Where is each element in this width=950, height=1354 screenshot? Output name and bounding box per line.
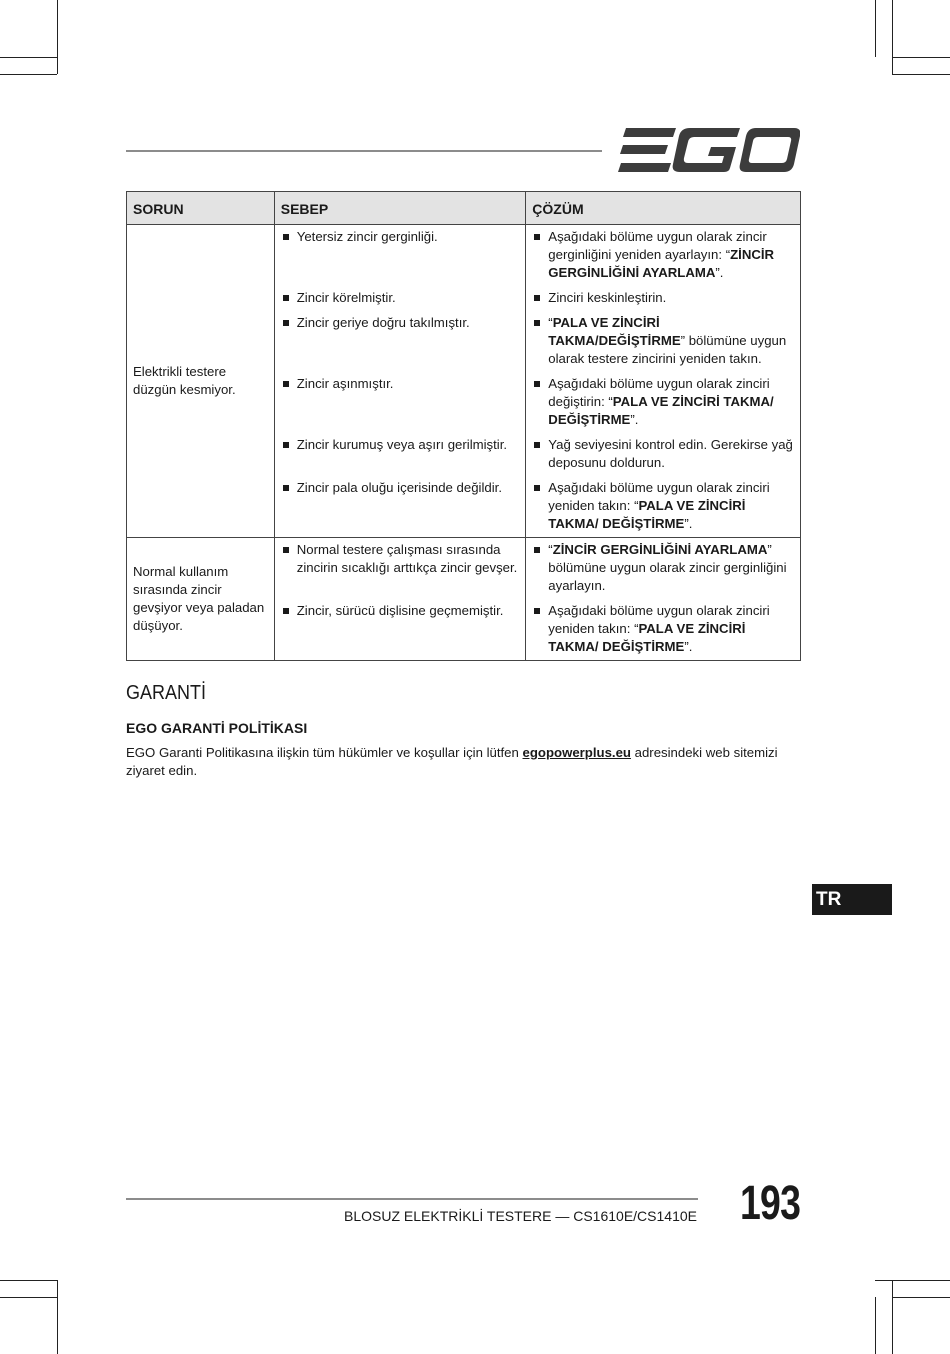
cause-cell-text bbox=[297, 228, 438, 246]
solution-cell-text bbox=[548, 541, 794, 595]
section-title: GARANTİ bbox=[126, 682, 207, 704]
cause-cell-text bbox=[297, 479, 502, 497]
cause-text-run: Zincir geriye doğru takılmıştır. bbox=[296, 315, 470, 330]
bullet-item bbox=[283, 479, 520, 497]
cause-text-run: Normal testere çalışması sırasında zincirin sıcaklığı arttıkça zincir gevşer. bbox=[296, 542, 518, 575]
cause-cell bbox=[274, 286, 526, 311]
solution-reference: PALA VE ZİNCİRİ TAKMA/DEĞİŞTİRME bbox=[548, 315, 681, 348]
warranty-paragraph bbox=[126, 744, 796, 780]
solution-reference: PALA VE ZİNCİRİ TAKMA/ DEĞİŞTİRME bbox=[548, 498, 746, 531]
cause-cell-text bbox=[297, 314, 470, 332]
solution-reference: PALA VE ZİNCİRİ TAKMA/ DEĞİŞTİRME bbox=[548, 394, 774, 427]
bullet-item bbox=[534, 602, 794, 656]
square-bullet-icon bbox=[283, 234, 289, 240]
solution-text-run: ”. bbox=[715, 265, 724, 280]
cause-cell-text bbox=[297, 602, 504, 620]
solution-cell-text bbox=[548, 228, 794, 282]
crop-mark bbox=[0, 57, 57, 58]
problem-cell: Normal kullanım sırasında zincir gevşiyor veya paladan düşüyor. bbox=[127, 538, 275, 661]
solution-text-run: Aşağıdaki bölüme uygun olarak zinciri değiştirin: “ bbox=[548, 376, 770, 409]
language-badge: TR bbox=[812, 884, 892, 915]
cause-text-run: Yetersiz zincir gerginliği. bbox=[296, 229, 438, 244]
warranty-link[interactable]: egopowerplus.eu bbox=[522, 745, 631, 760]
bullet-item bbox=[283, 436, 520, 454]
square-bullet-icon bbox=[534, 608, 540, 614]
crop-mark bbox=[892, 57, 950, 58]
header-problem: SORUN bbox=[127, 192, 275, 225]
header-solution: ÇÖZÜM bbox=[526, 192, 801, 225]
solution-reference: ZİNCİR GERGİNLİĞİNİ AYARLAMA bbox=[552, 542, 768, 557]
crop-mark bbox=[875, 1280, 950, 1281]
crop-mark bbox=[0, 74, 57, 75]
table-row bbox=[127, 538, 801, 600]
solution-cell bbox=[526, 476, 801, 538]
bullet-item bbox=[283, 289, 520, 307]
crop-mark bbox=[875, 1297, 876, 1354]
solution-cell-text bbox=[548, 602, 794, 656]
solution-text-run: “ bbox=[548, 315, 553, 330]
header-rule bbox=[126, 150, 602, 152]
cause-text-run: Zincir kurumuş veya aşırı gerilmiştir. bbox=[296, 437, 508, 452]
bullet-item bbox=[534, 314, 794, 368]
solution-text-run: ”. bbox=[684, 639, 693, 654]
cause-cell bbox=[274, 311, 526, 372]
page-number: 193 bbox=[740, 1177, 801, 1230]
solution-text-run: ”. bbox=[630, 412, 639, 427]
solution-text-run: Aşağıdaki bölüme uygun olarak zinciri yeniden takın: “ bbox=[548, 480, 770, 513]
solution-reference: ZİNCİR GERGİNLİĞİNİ AYARLAMA bbox=[548, 247, 775, 280]
solution-cell-text bbox=[548, 314, 794, 368]
bullet-item bbox=[283, 314, 520, 332]
solution-cell bbox=[526, 372, 801, 433]
bullet-item bbox=[283, 541, 520, 577]
table-body bbox=[127, 225, 801, 661]
crop-mark bbox=[892, 0, 893, 74]
subsection-title: EGO GARANTİ POLİTİKASI bbox=[126, 720, 308, 736]
crop-mark bbox=[57, 1280, 58, 1354]
solution-text-run: “ bbox=[548, 542, 553, 557]
solution-cell bbox=[526, 538, 801, 600]
bullet-item bbox=[534, 436, 794, 472]
cause-cell bbox=[274, 599, 526, 661]
cause-cell-text bbox=[297, 289, 396, 307]
cause-text-run: Zincir, sürücü dişlisine geçmemiştir. bbox=[296, 603, 504, 618]
square-bullet-icon bbox=[534, 442, 540, 448]
solution-cell bbox=[526, 599, 801, 661]
square-bullet-icon bbox=[283, 442, 289, 448]
bullet-item bbox=[534, 541, 794, 595]
bullet-item bbox=[534, 289, 794, 307]
square-bullet-icon bbox=[283, 608, 289, 614]
cause-cell-text bbox=[297, 436, 507, 454]
bullet-item bbox=[283, 602, 520, 620]
cause-cell bbox=[274, 433, 526, 476]
solution-text-run: Yağ seviyesini kontrol edin. Gerekirse yağ deposunu doldurun. bbox=[548, 437, 793, 470]
solution-reference: PALA VE ZİNCİRİ TAKMA/ DEĞİŞTİRME bbox=[548, 621, 746, 654]
bullet-item bbox=[534, 375, 794, 429]
square-bullet-icon bbox=[283, 320, 289, 326]
cause-text-run: Zincir aşınmıştır. bbox=[296, 376, 394, 391]
crop-mark bbox=[0, 1297, 57, 1298]
solution-cell-text bbox=[548, 375, 794, 429]
bullet-item bbox=[283, 228, 520, 246]
header-cause: SEBEP bbox=[274, 192, 526, 225]
cause-cell bbox=[274, 225, 526, 287]
cause-cell-text bbox=[297, 375, 394, 393]
cause-cell bbox=[274, 372, 526, 433]
cause-text-run: Zincir körelmiştir. bbox=[296, 290, 396, 305]
footer-title: BLOSUZ ELEKTRİKLİ TESTERE — CS1610E/CS1410E bbox=[343, 1208, 697, 1224]
table-row bbox=[127, 225, 801, 287]
cause-cell-text bbox=[297, 541, 520, 577]
problem-cell: Elektrikli testere düzgün kesmiyor. bbox=[127, 225, 275, 538]
warranty-text-before: EGO Garanti Politikasına ilişkin tüm hükümler ve koşullar için lütfen bbox=[126, 745, 523, 760]
cause-cell bbox=[274, 476, 526, 538]
footer-rule bbox=[126, 1198, 698, 1200]
square-bullet-icon bbox=[283, 485, 289, 491]
crop-mark bbox=[0, 1280, 57, 1281]
warranty-text-after: adresindeki web sitemizi ziyaret edin. bbox=[126, 745, 778, 778]
square-bullet-icon bbox=[283, 295, 289, 301]
solution-cell-text bbox=[548, 289, 666, 307]
bullet-item bbox=[283, 375, 520, 393]
solution-text-run: ” bölümüne uygun olarak zincir gerginliğini ayarlayın. bbox=[548, 542, 787, 593]
ego-logo bbox=[618, 128, 800, 172]
crop-mark bbox=[892, 1297, 950, 1298]
square-bullet-icon bbox=[534, 295, 540, 301]
solution-text-run: Aşağıdaki bölüme uygun olarak zinciri yeniden takın: “ bbox=[548, 603, 770, 636]
square-bullet-icon bbox=[283, 547, 289, 553]
square-bullet-icon bbox=[534, 320, 540, 326]
square-bullet-icon bbox=[283, 381, 289, 387]
solution-cell bbox=[526, 433, 801, 476]
square-bullet-icon bbox=[534, 547, 540, 553]
square-bullet-icon bbox=[534, 485, 540, 491]
solution-text-run: Aşağıdaki bölüme uygun olarak zincir gerginliğini yeniden ayarlayın: “ bbox=[548, 229, 767, 262]
crop-mark bbox=[892, 1280, 893, 1354]
solution-cell bbox=[526, 286, 801, 311]
cause-text-run: Zincir pala oluğu içerisinde değildir. bbox=[296, 480, 502, 495]
solution-cell-text bbox=[548, 479, 794, 533]
crop-mark bbox=[875, 0, 876, 57]
solution-text-run: Zinciri keskinleştirin. bbox=[548, 290, 667, 305]
troubleshooting-table bbox=[126, 191, 801, 661]
solution-cell bbox=[526, 225, 801, 287]
cause-cell bbox=[274, 538, 526, 600]
table-header-row bbox=[127, 192, 801, 225]
crop-mark bbox=[57, 0, 58, 74]
solution-cell-text bbox=[548, 436, 794, 472]
bullet-item bbox=[534, 479, 794, 533]
crop-mark bbox=[892, 74, 950, 75]
solution-text-run: ”. bbox=[684, 516, 693, 531]
square-bullet-icon bbox=[534, 234, 540, 240]
solution-text-run: ” bölümüne uygun olarak testere zincirini yeniden takın. bbox=[548, 333, 787, 366]
square-bullet-icon bbox=[534, 381, 540, 387]
bullet-item bbox=[534, 228, 794, 282]
solution-cell bbox=[526, 311, 801, 372]
